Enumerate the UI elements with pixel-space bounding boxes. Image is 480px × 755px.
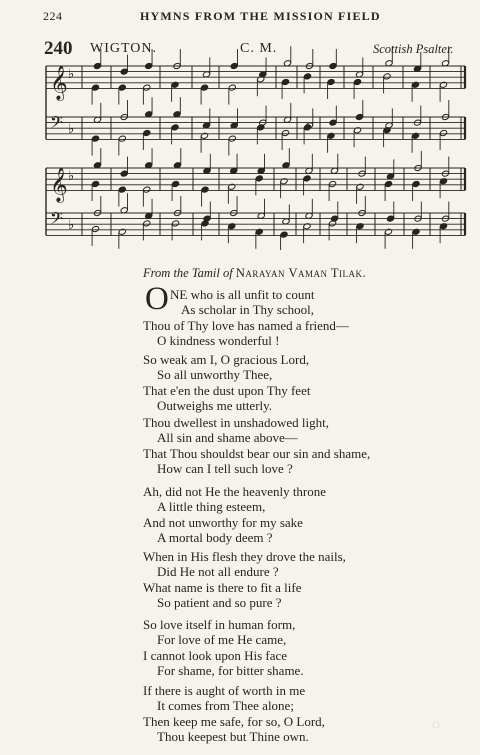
note-head (329, 62, 337, 69)
note-head (411, 132, 419, 139)
verse-line: That Thou shouldst bear our sin and shame, (143, 445, 371, 461)
verse-line: For love of me He came, (157, 632, 287, 648)
verse-line: It comes from Thee alone; (157, 698, 294, 714)
treble-clef-icon: 𝄞 (50, 65, 68, 101)
hymn-number: 240 (44, 38, 73, 59)
note-head (280, 178, 288, 185)
attribution (143, 266, 366, 281)
attribution-author: Narayan Vaman Tilak. (235, 266, 367, 280)
note-head (228, 135, 236, 142)
note-head (228, 223, 236, 230)
flat-sign-icon: ♭ (68, 122, 75, 137)
meter: C. M. (240, 41, 278, 56)
tune-name: WIGTON. (90, 41, 158, 56)
verse-line: So love itself in human form, (143, 617, 296, 632)
note-head (91, 225, 99, 232)
note-head (386, 215, 394, 222)
note-head (353, 78, 361, 85)
note-head (257, 76, 265, 83)
drop-cap: O (145, 281, 169, 317)
note-head (171, 180, 179, 187)
note-head (412, 228, 420, 235)
note-head (201, 220, 209, 227)
music-score (0, 0, 480, 250)
verse-line: Thou keepest but Thine own. (157, 729, 309, 745)
note-head (303, 124, 311, 131)
flat-sign-icon: ♭ (68, 67, 75, 82)
note-head (143, 220, 151, 227)
note-head (439, 129, 447, 136)
note-head (355, 113, 363, 120)
note-head (255, 175, 263, 182)
note-head (303, 175, 311, 182)
note-head (171, 124, 179, 131)
flat-sign-icon: ♭ (68, 218, 75, 233)
verse-line: So weak am I, O gracious Lord, (143, 352, 310, 367)
note-head (200, 132, 208, 139)
verse-line: Then keep me safe, for so, O Lord, (143, 713, 325, 729)
note-head (228, 183, 236, 190)
note-head (228, 84, 236, 91)
note-head (328, 220, 336, 227)
note-head (281, 78, 289, 85)
note-head (143, 84, 151, 91)
page-header: HYMNS FROM THE MISSION FIELD (140, 9, 381, 23)
note-head (230, 62, 238, 69)
verse-line: So patient and so pure ? (157, 595, 282, 611)
verse-line: As scholar in Thy school, (181, 302, 314, 318)
note-head (120, 170, 128, 177)
note-head (384, 228, 392, 235)
verse-line: Outweighs me utterly. (157, 398, 273, 414)
note-head (255, 228, 263, 235)
note-head (303, 223, 311, 230)
tune-source: Scottish Psalter. (373, 42, 454, 56)
note-head (327, 78, 335, 85)
note-head (356, 223, 364, 230)
verse-line: A little thing esteem, (157, 499, 266, 515)
note-head (145, 62, 153, 69)
verse-line: So all unworthy Thee, (157, 367, 273, 383)
note-head (383, 73, 391, 80)
note-head (439, 223, 447, 230)
note-head (201, 186, 209, 193)
page-number: 224 (43, 9, 63, 23)
flat-sign-icon: ♭ (68, 169, 75, 184)
note-head (93, 62, 101, 69)
verse-line: Did He not all endure ? (157, 564, 279, 580)
note-head (411, 81, 419, 88)
note-head (412, 180, 420, 187)
note-head (328, 180, 336, 187)
verse-line: If there is aught of worth in me (143, 683, 306, 698)
note-head (327, 132, 335, 139)
verse-line: NE who is all unfit to count (170, 287, 315, 302)
note-head (353, 127, 361, 134)
verse-line: Thou of Thy love has named a friend— (143, 317, 349, 333)
note-head (91, 84, 99, 91)
bass-clef-icon: 𝄢 (50, 208, 63, 232)
treble-clef-icon: 𝄞 (50, 167, 68, 203)
note-head (171, 81, 179, 88)
note-head (91, 180, 99, 187)
verse-line: O kindness wonderful ! (157, 333, 280, 349)
note-head (384, 180, 392, 187)
verse-line: I cannot look upon His face (143, 647, 288, 663)
note-head (171, 220, 179, 227)
verse-line: And not unworthy for my sake (143, 514, 303, 530)
note-head (329, 119, 337, 126)
note-head (143, 186, 151, 193)
verse-line: Thou dwellest in unshadowed light, (143, 415, 329, 430)
verse-line: That e'en the dust upon Thy feet (143, 382, 311, 398)
note-head (281, 129, 289, 136)
note-head (280, 231, 288, 238)
note-head (200, 84, 208, 91)
bass-clef-icon: 𝄢 (50, 112, 63, 136)
note-head (91, 135, 99, 142)
note-head (118, 84, 126, 91)
note-head (118, 135, 126, 142)
attribution-prefix: From the Tamil of (143, 266, 233, 280)
note-head (303, 73, 311, 80)
note-head (439, 81, 447, 88)
note-head (383, 127, 391, 134)
faint-mark-icon: ◌ (432, 718, 441, 733)
verse-line: Ah, did not He the heavenly throne (143, 484, 327, 499)
verse-line: All sin and shame above— (157, 430, 298, 446)
note-head (118, 186, 126, 193)
verse-line: When in His flesh they drove the nails, (143, 549, 346, 564)
note-head (356, 183, 364, 190)
note-head (118, 228, 126, 235)
note-head (257, 124, 265, 131)
verse-line: What name is there to fit a life (143, 579, 302, 595)
note-head (120, 68, 128, 75)
note-head (143, 129, 151, 136)
verse-line: For shame, for bitter shame. (157, 663, 304, 679)
note-head (439, 178, 447, 185)
verse-line: A mortal body deem ? (157, 530, 273, 546)
verse-line: How can I tell such love ? (157, 461, 293, 477)
